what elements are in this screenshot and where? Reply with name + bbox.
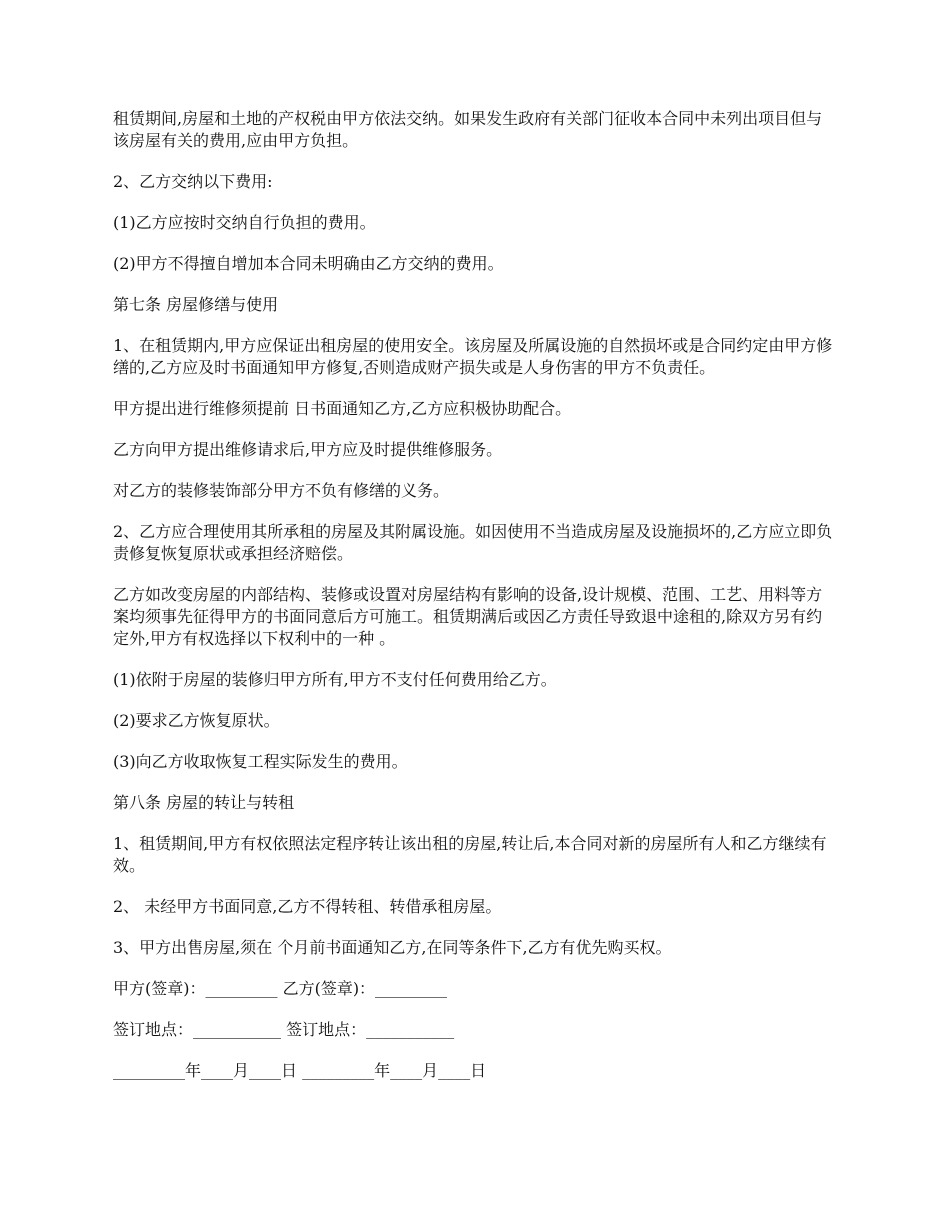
paragraph-option-2: (2)要求乙方恢复原状。	[113, 711, 280, 730]
section-heading-article-7: 第七条 房屋修缮与使用	[113, 295, 279, 314]
paragraph-tenant-fee-1: (1)乙方应按时交纳自行负担的费用。	[113, 213, 376, 232]
paragraph-transfer: 1、租赁期间,甲方有权依照法定程序转让该出租的房屋,转让后,本合同对新的房屋所有人和乙方继续有效。	[113, 834, 827, 875]
signature-place-line: 签订地点：___________ 签订地点：___________	[113, 1020, 455, 1039]
paragraph-preemption: 3、甲方出售房屋,须在 个月前书面通知乙方,在同等条件下,乙方有优先购买权。	[113, 938, 672, 957]
paragraph-decoration-exclusion: 对乙方的装修装饰部分甲方不负有修缮的义务。	[113, 481, 450, 500]
paragraph-proper-use: 2、乙方应合理使用其所承租的房屋及其附属设施。如因使用不当造成房屋及设施损坏的,乙方应立即负责修复恢复原状或承担经济赔偿。	[113, 522, 833, 563]
paragraph-option-3: (3)向乙方收取恢复工程实际发生的费用。	[113, 752, 408, 771]
paragraph-property-tax: 租赁期间,房屋和土地的产权税由甲方依法交纳。如果发生政府有关部门征收本合同中未列出项目但与该房屋有关的费用,应由甲方负担。	[113, 109, 823, 150]
paragraph-tenant-fee-2: (2)甲方不得擅自增加本合同未明确由乙方交纳的费用。	[113, 254, 504, 273]
paragraph-repair-obligation: 1、在租赁期内,甲方应保证出租房屋的使用安全。该房屋及所属设施的自然损坏或是合同约定由甲方修缮的,乙方应及时书面通知甲方修复,否则造成财产损失或是人身伤害的甲方不负责任。	[113, 336, 833, 377]
paragraph-repair-request: 乙方向甲方提出维修请求后,甲方应及时提供维修服务。	[113, 440, 503, 459]
signature-date-line: _________年____月____日 _________年____月____日	[113, 1061, 487, 1080]
paragraph-sublease: 2、 未经甲方书面同意,乙方不得转租、转借承租房屋。	[113, 897, 502, 916]
section-heading-article-8: 第八条 房屋的转让与转租	[113, 793, 295, 812]
paragraph-option-1: (1)依附于房屋的装修归甲方所有,甲方不支付任何费用给乙方。	[113, 670, 557, 689]
paragraph-structural-changes: 乙方如改变房屋的内部结构、装修或设置对房屋结构有影响的设备,设计规模、范围、工艺、用料等方案均须事先征得甲方的书面同意后方可施工。租赁期满后或因乙方责任导致退中途租的,除双方另有约定外,甲方有权选择以下权利中的一种 。	[113, 585, 823, 648]
paragraph-tenant-fees-heading: 2、乙方交纳以下费用:	[113, 172, 273, 191]
document-body	[113, 108, 837, 1101]
paragraph-repair-notice: 甲方提出进行维修须提前 日书面通知乙方,乙方应积极协助配合。	[113, 399, 572, 418]
signature-party-line: 甲方(签章)：_________ 乙方(签章)：_________	[113, 979, 448, 998]
